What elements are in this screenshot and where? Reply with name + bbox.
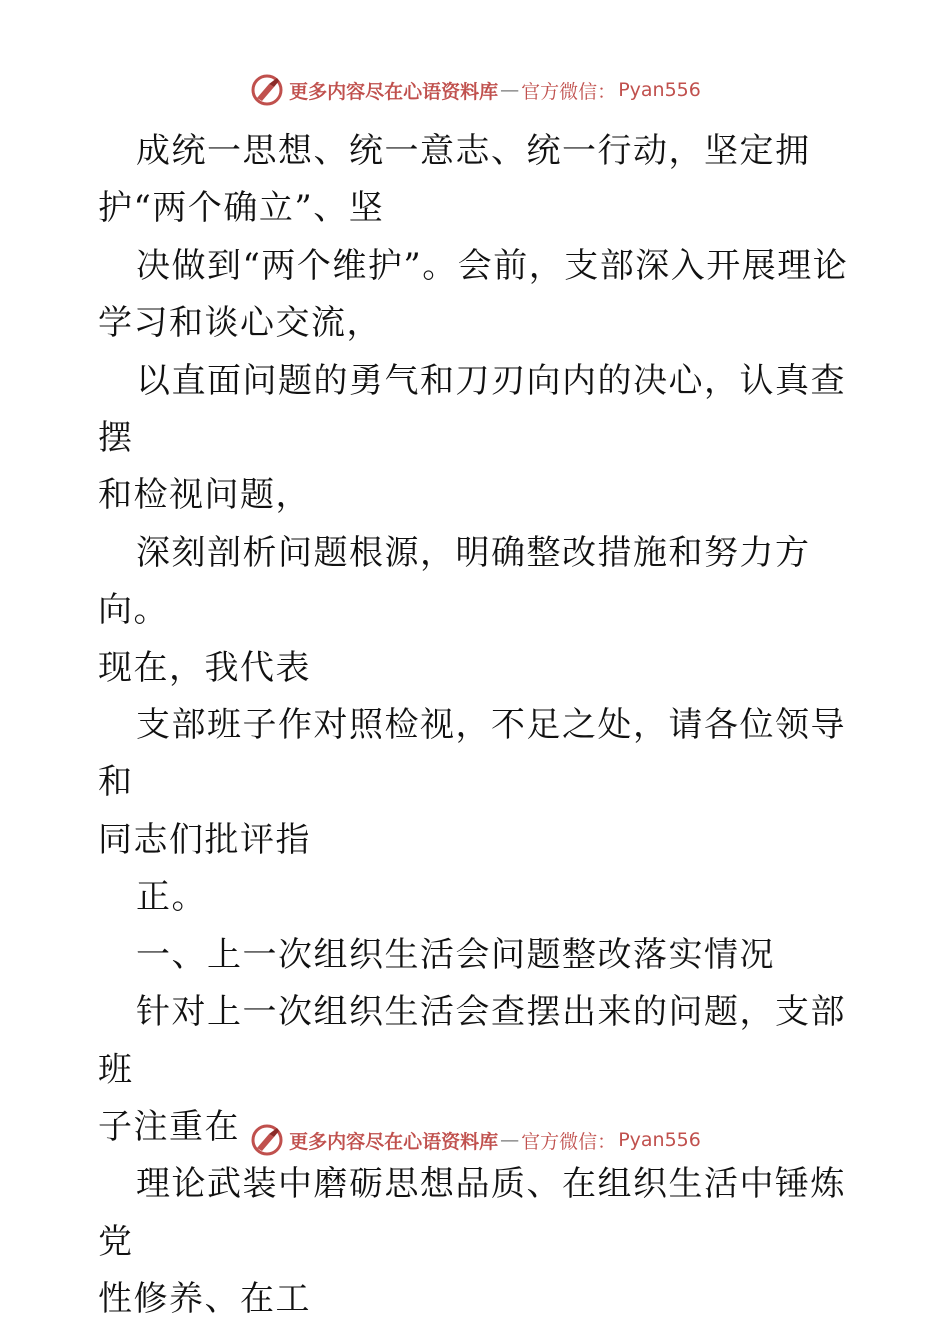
paragraph: 成统一思想、统一意志、统一行动，坚定拥 bbox=[136, 131, 811, 171]
paragraph: 支部班子作对照检视，不足之处，请各位领导和 bbox=[98, 705, 846, 803]
header-watermark-banner bbox=[0, 68, 950, 112]
banner-brand-text: 更多内容尽在心语资料库 bbox=[289, 1130, 499, 1153]
paragraph: 理论武装中磨砺思想品质、在组织生活中锤炼党 bbox=[98, 1164, 846, 1262]
paragraph: 护“两个确立”、坚 bbox=[98, 188, 385, 229]
banner-dash: — bbox=[500, 1129, 520, 1151]
pen-logo-icon bbox=[249, 1122, 285, 1158]
paragraph: 同志们批评指 bbox=[98, 819, 311, 860]
banner-official-label: 官方微信： bbox=[521, 1130, 617, 1153]
footer-watermark-banner bbox=[0, 1118, 950, 1162]
paragraph: 现在，我代表 bbox=[98, 647, 311, 688]
paragraph: 子注重在 bbox=[98, 1106, 240, 1147]
pen-logo-icon bbox=[249, 72, 285, 108]
paragraph: 以直面问题的勇气和刀刃向内的决心，认真查摆 bbox=[98, 360, 846, 459]
paragraph: 正。 bbox=[136, 877, 207, 918]
paragraph: 深刻剖析问题根源，明确整改措施和努力方向。 bbox=[98, 532, 811, 631]
paragraph: 学习和谈心交流， bbox=[98, 303, 382, 344]
banner-wechat-id: Pyan556 bbox=[618, 79, 701, 101]
banner-official-label: 官方微信： bbox=[521, 80, 617, 103]
banner-brand-text: 更多内容尽在心语资料库 bbox=[289, 80, 499, 103]
paragraph: 性修养、在工 bbox=[98, 1279, 311, 1320]
paragraph: 和检视问题， bbox=[98, 475, 311, 516]
paragraph: 决做到“两个维护”。会前，支部深入开展理论 bbox=[136, 245, 849, 286]
banner-dash: — bbox=[500, 79, 520, 101]
section-heading: 一、上一次组织生活会问题整改落实情况 bbox=[136, 934, 775, 975]
banner-wechat-id: Pyan556 bbox=[618, 1129, 701, 1151]
paragraph: 针对上一次组织生活会查摆出来的问题，支部班 bbox=[98, 992, 846, 1090]
